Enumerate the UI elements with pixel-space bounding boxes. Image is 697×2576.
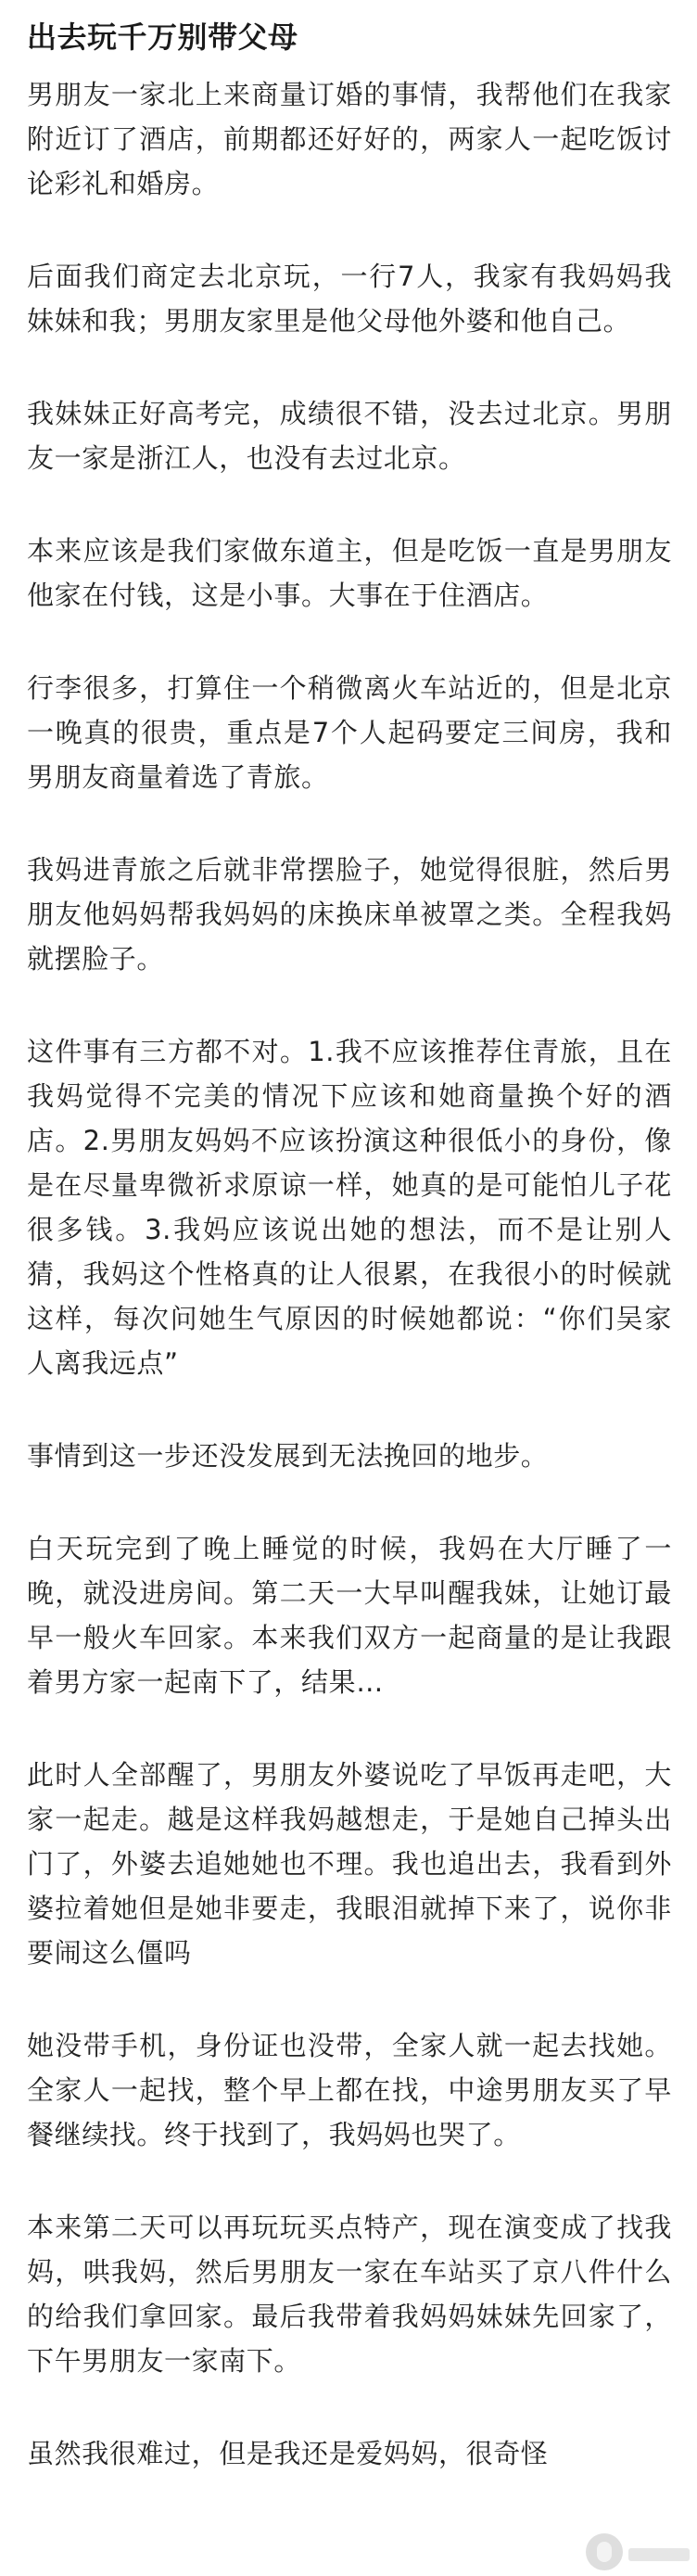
paragraph-8: 事情到这一步还没发展到无法挽回的地步。 bbox=[27, 1440, 549, 1472]
paragraph-3: 我妹妹正好高考完，成绩很不错，没去过北京。男朋友一家是浙江人，也没有去过北京。 bbox=[27, 398, 672, 474]
paragraph-9: 白天玩完到了晚上睡觉的时候，我妈在大厅睡了一晚，就没进房间。第二天一大早叫醒我妹，让她订最早一般火车回家。本来我们双方一起商量的是让我跟着男方家一起南下了，结果… bbox=[27, 1533, 672, 1698]
paragraph-2: 后面我们商定去北京玩，一行7人，我家有我妈妈我妹妹和我；男朋友家里是他父母他外婆和他自己。 bbox=[27, 261, 672, 337]
paragraph-4: 本来应该是我们家做东道主，但是吃饭一直是男朋友他家在付钱，这是小事。大事在于住酒店。 bbox=[27, 535, 672, 611]
paragraph-5: 行李很多，打算住一个稍微离火车站近的，但是北京一晚真的很贵，重点是7个人起码要定三间房，我和男朋友商量着选了青旅。 bbox=[27, 672, 672, 793]
paragraph-10: 此时人全部醒了，男朋友外婆说吃了早饭再走吧，大家一起走。越是这样我妈越想走，于是她自己掉头出门了，外婆去追她她也不理。我也追出去，我看到外婆拉着她但是她非要走，我眼泪就掉下来了，说你非要闹这么僵吗 bbox=[27, 1759, 672, 1969]
paragraph-6: 我妈进青旅之后就非常摆脸子，她觉得很脏，然后男朋友他妈妈帮我妈妈的床换床单被罩之类。全程我妈就摆脸子。 bbox=[27, 854, 672, 975]
article-title: 出去玩千万别带父母 bbox=[27, 19, 298, 55]
paragraph-1: 男朋友一家北上来商量订婚的事情，我帮他们在我家附近订了酒店，前期都还好好的，两家人一起吃饭讨论彩礼和婚房。 bbox=[27, 79, 672, 199]
paragraph-11: 她没带手机，身份证也没带，全家人就一起去找她。全家人一起找，整个早上都在找，中途男朋友买了早餐继续找。终于找到了，我妈妈也哭了。 bbox=[27, 2030, 672, 2150]
watermark-avatar-icon bbox=[586, 2533, 623, 2570]
paragraph-12: 本来第二天可以再玩玩买点特产，现在演变成了找我妈，哄我妈，然后男朋友一家在车站买了京八件什么的给我们拿回家。最后我带着我妈妈妹妹先回家了，下午男朋友一家南下。 bbox=[27, 2212, 672, 2377]
watermark-logo bbox=[628, 2548, 690, 2561]
paragraph-13: 虽然我很难过，但是我还是爱妈妈，很奇怪 bbox=[27, 2438, 549, 2469]
paragraph-7: 这件事有三方都不对。1.我不应该推荐住青旅，且在我妈觉得不完美的情况下应该和她商量换个好的酒店。2.男朋友妈妈不应该扮演这种很低小的身份，像是在尽量卑微祈求原谅一样，她真的是可能怕儿子花很多钱。3.我妈应该说出她的想法，而不是让别人猜，我妈这个性格真的让人很累，在我很小的时候就这样，每次问她生气原因的时候她都说：“你们吴家人离我远点” bbox=[27, 1036, 672, 1379]
